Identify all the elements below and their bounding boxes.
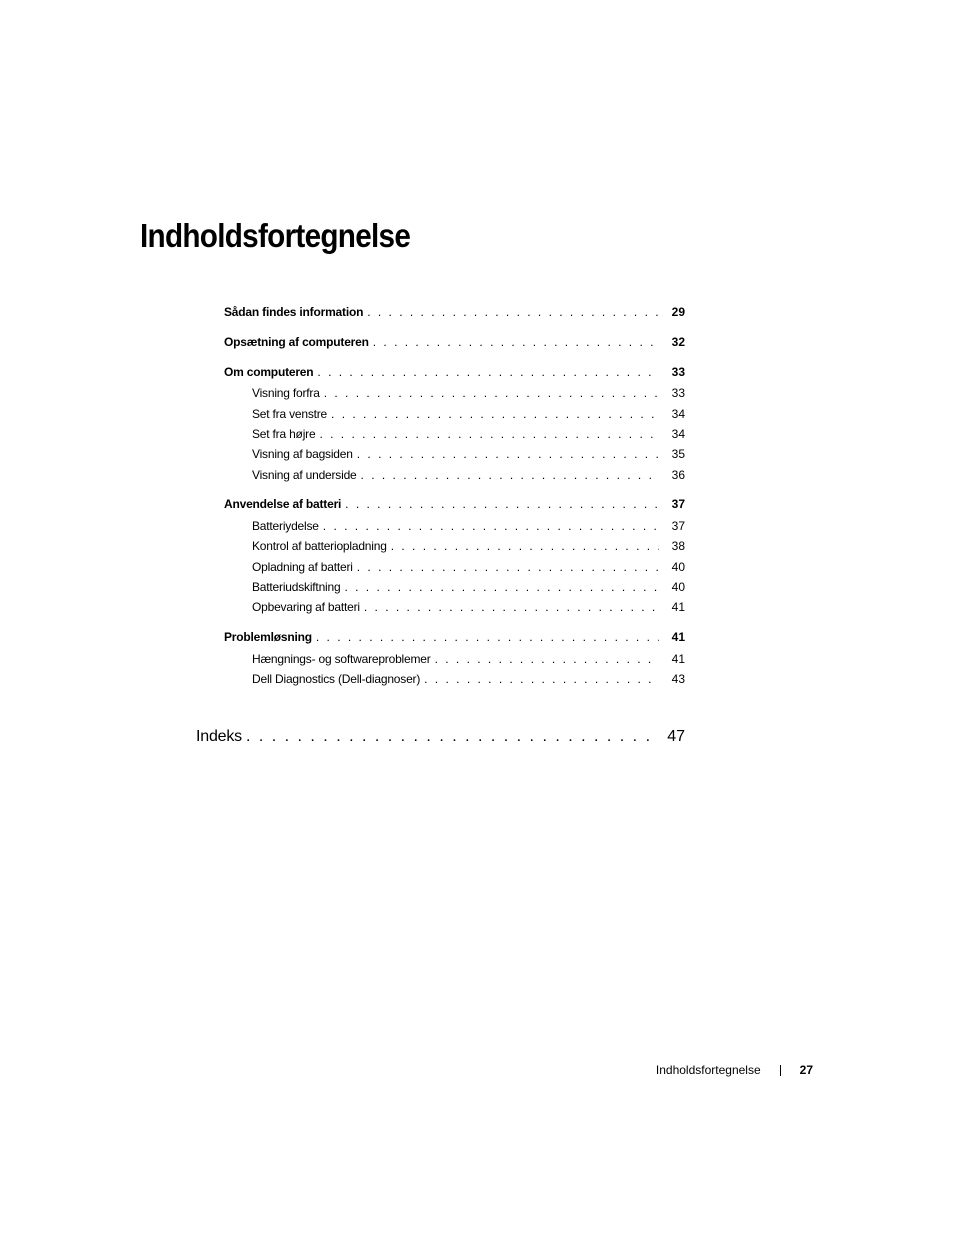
page-title: Indholdsfortegnelse [140, 217, 411, 254]
toc-entry-page: 41 [671, 652, 685, 666]
toc-subentry[interactable] [252, 650, 685, 668]
toc-entry[interactable] [224, 495, 685, 513]
toc-entry-label: Opsætning af computeren [224, 335, 369, 349]
toc-subentry[interactable] [252, 558, 685, 576]
toc-leader-dots [435, 650, 659, 668]
toc-leader-dots [373, 333, 659, 351]
footer-page-number: 27 [799, 1063, 813, 1077]
toc-entry-page: 40 [671, 560, 685, 574]
toc-leader-dots [316, 628, 659, 646]
toc-entry[interactable] [224, 303, 685, 321]
toc-entry-label: Opbevaring af batteri [252, 600, 360, 614]
toc-leader-dots [246, 725, 655, 749]
toc-subentry[interactable] [252, 405, 685, 423]
toc-subentry[interactable] [252, 517, 685, 535]
toc-entry-page: 36 [671, 468, 685, 482]
toc-entry-page: 33 [671, 386, 685, 400]
toc-entry-page: 34 [671, 407, 685, 421]
toc-entry-label: Visning forfra [252, 386, 320, 400]
toc-entry-label: Indeks [196, 728, 242, 745]
toc-subentry[interactable] [252, 598, 685, 616]
toc-entry-page: 35 [671, 447, 685, 461]
toc-leader-dots [357, 558, 659, 576]
toc-leader-dots [317, 363, 659, 381]
toc-leader-dots [345, 495, 659, 513]
toc-leader-dots [344, 578, 659, 596]
toc-subentry[interactable] [252, 425, 685, 443]
toc-entry-label: Set fra højre [252, 427, 316, 441]
toc-leader-dots [319, 425, 659, 443]
toc-leader-dots [367, 303, 659, 321]
toc-leader-dots [424, 670, 659, 688]
toc-entry-label: Dell Diagnostics (Dell-diagnoser) [252, 672, 421, 686]
toc-entry-label: Sådan findes information [224, 305, 364, 319]
toc-entry-label: Visning af bagsiden [252, 447, 353, 461]
toc-entry-label: Hængnings- og softwareproblemer [252, 652, 431, 666]
toc-entry-page: 43 [671, 672, 685, 686]
toc-entry-label: Visning af underside [252, 468, 357, 482]
toc-entry-page: 41 [671, 600, 685, 614]
toc-subentry[interactable] [252, 670, 685, 688]
footer-separator [780, 1065, 781, 1076]
toc-leader-dots [324, 384, 659, 402]
toc-entry-label: Batteriydelse [252, 519, 319, 533]
toc-entry-label: Om computeren [224, 365, 314, 379]
toc-entry-page: 40 [671, 580, 685, 594]
footer-section-title: Indholdsfortegnelse [655, 1063, 761, 1077]
toc-entry-page: 41 [671, 630, 685, 644]
toc-entry-page: 32 [671, 335, 685, 349]
toc-subentry[interactable] [252, 578, 685, 596]
toc-entry-page: 33 [671, 365, 685, 379]
toc-entry-label: Opladning af batteri [252, 560, 353, 574]
toc-entry[interactable] [224, 628, 685, 646]
toc-subentry[interactable] [252, 384, 685, 402]
toc-leader-dots [331, 405, 659, 423]
toc-leader-dots [391, 537, 659, 555]
toc-entry[interactable] [224, 333, 685, 351]
toc-leader-dots [323, 517, 659, 535]
toc-entry-label: Problemløsning [224, 630, 312, 644]
toc-entry-page: 37 [671, 497, 685, 511]
toc-subentry[interactable] [252, 466, 685, 484]
toc-entry-page: 47 [667, 728, 685, 745]
toc-entry-page: 38 [671, 539, 685, 553]
toc-entry-page: 34 [671, 427, 685, 441]
toc-entry[interactable] [224, 363, 685, 381]
page-footer [656, 1061, 813, 1079]
toc-entry-label: Anvendelse af batteri [224, 497, 342, 511]
toc-leader-dots [357, 445, 659, 463]
toc-entry-label: Kontrol af batteriopladning [252, 539, 387, 553]
toc-leader-dots [361, 466, 659, 484]
toc-entry-label: Set fra venstre [252, 407, 328, 421]
toc-entry-page: 29 [671, 305, 685, 319]
toc-entry-page: 37 [671, 519, 685, 533]
toc-chapter-entry[interactable] [196, 725, 685, 749]
toc-entry-label: Batteriudskiftning [252, 580, 341, 594]
toc-subentry[interactable] [252, 537, 685, 555]
toc-leader-dots [364, 598, 659, 616]
toc-subentry[interactable] [252, 445, 685, 463]
